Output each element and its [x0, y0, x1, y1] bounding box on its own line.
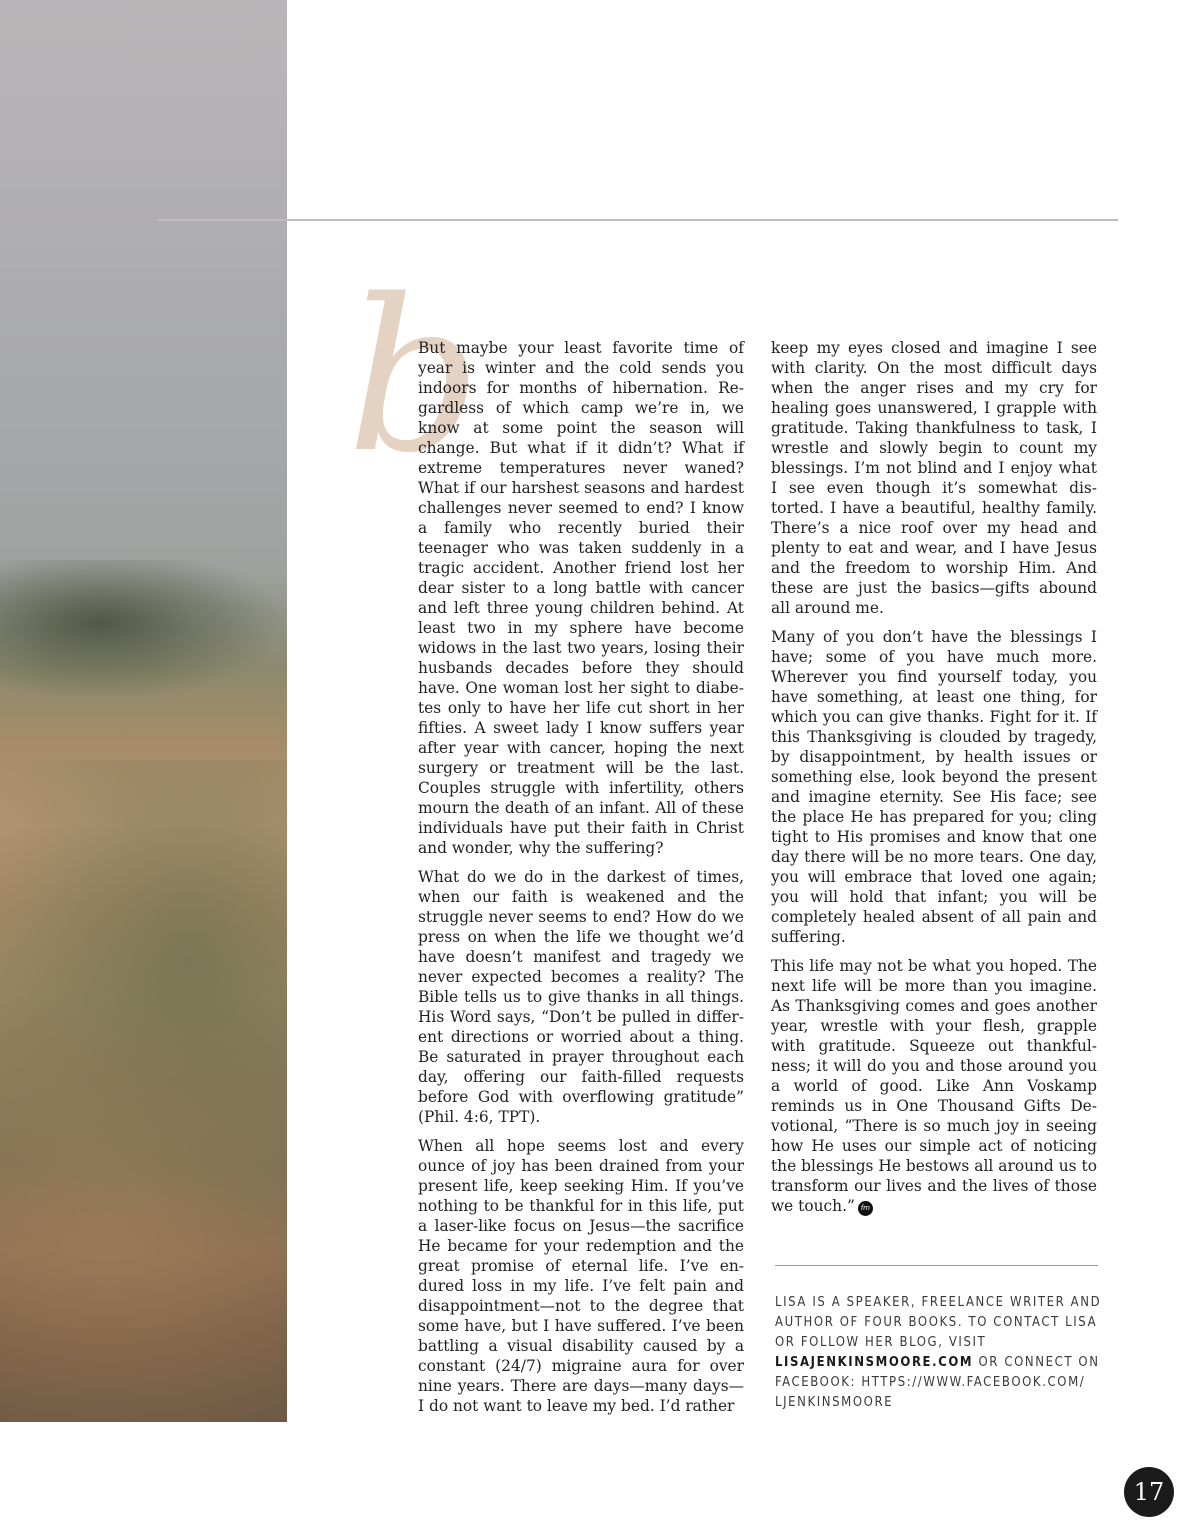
bio-intro: LISA IS A SPEAKER, FREELANCE WRITER AND AUTHOR OF FOUR BOOKS. TO CONTACT LISA OR FOLLOW HER BLOG, VISIT — [775, 1295, 1102, 1350]
header-divider — [157, 219, 1118, 221]
paragraph-text: This life may not be what you hoped. The next life will be more than you imagine. As Thanksgiving comes and goes another year, wrestle with your flesh, grapple with gratitude. Squeeze out thankfulness; it will do you and those around you a world of good. Like Ann Voskamp reminds us in One Thousand Gifts Devotional, “There is so much joy in seeing how He uses our simple act of noticing the blessings He bestows all around us to transform our lives and the lives of those we touch.” — [771, 957, 1097, 1215]
sand-dune-texture — [0, 1000, 287, 1422]
paragraph: Many of you don’t have the blessings I have; some of you have much more. Wherever you find yourself today, you have something, at least one thing, for which you can give thanks. Fight for it. If this Thanksgiving is clouded by tragedy, by disappointment, by health issues or something else, look beyond the present and imagine eternity. See His face; see the place He has prepared for you; cling tight to His promises and know that one day there will be no more tears. One day, you will embrace that loved one again; you will hold that infant; you will be completely healed absent of all pain and suffering. — [771, 628, 1097, 946]
author-bio — [775, 1293, 1105, 1413]
article-column-left — [418, 338, 744, 1425]
page-number-badge: 17 — [1124, 1467, 1174, 1517]
paragraph-final — [771, 956, 1097, 1216]
paragraph: But maybe your least favorite time of year is winter and the cold sends you indoors for months of hibernation. Regardless of which camp we’re in, we know at some point the season will change. But what if it didn’t? What if extreme temperatures never waned? What if our harshest seasons and hardest challenges never seemed to end? I know a family who recently buried their teenager who was taken suddenly in a tragic accident. Another friend lost her dear sister to a long battle with cancer and left three young children behind. At least two in my sphere have become widows in the last two years, losing their husbands decades before they should have. One woman lost her sight to diabetes only to have her life cut short in her fifties. A sweet lady I know suffers year after year with cancer, hoping the next surgery or treatment will be the last. Couples struggle with infertility, others mourn the death of an infant. All of these individuals have put their faith in Christ and wonder, why the suffering? — [418, 339, 744, 857]
bio-divider — [775, 1265, 1098, 1266]
coastal-dune-photo — [0, 0, 287, 1422]
paragraph: What do we do in the darkest of times, when our faith is weakened and the struggle never seems to end? How do we press on when the life we thought we’d have doesn’t manifest and tragedy we never expected becomes a reality? The Bible tells us to give thanks in all things. His Word says, “Don’t be pulled in different directions or worried about a thing. Be saturated in prayer throughout each day, offering our faith-filled requests before God with overflowing gratitude” (Phil. 4:6, TPT). — [418, 868, 744, 1126]
end-of-article-icon: fm — [858, 1201, 873, 1216]
distant-hill-shape — [0, 560, 287, 700]
paragraph: When all hope seems lost and every ounce of joy has been drained from your present life, keep seeking Him. If you’ve nothing to be thankful for in this life, put a laser-like focus on Jesus—the sacrifice He became for your redemption and the great promise of eternal life. I’ve endured loss in my life. I’ve felt pain and disappointment—not to the degree that some have, but I have suffered. I’ve been battling a visual disability caused by a constant (24/7) migraine aura for over nine years. There are days—many days—I do not want to leave my bed. I’d rather — [418, 1137, 744, 1415]
drop-cap: b — [347, 254, 482, 499]
author-website-link[interactable]: LISAJENKINSMOORE.COM — [775, 1355, 974, 1370]
bio-outro: OR CONNECT ON FACEBOOK: HTTPS://WWW.FACEBOOK.COM/ LJENKINSMOORE — [775, 1355, 1100, 1410]
paragraph: keep my eyes closed and imagine I see with clarity. On the most difficult days when the anger rises and my cry for healing goes unanswered, I grapple with gratitude. Taking thankfulness to task, I wrestle and slowly begin to count my blessings. I’m not blind and I enjoy what I see even though it’s somewhat distorted. I have a beautiful, healthy family. There’s a nice roof over my head and plenty to eat and wear, and I have Jesus and the freedom to worship Him. And these are just the basics—gifts abound all around me. — [771, 339, 1097, 617]
article-column-right — [771, 338, 1097, 1225]
